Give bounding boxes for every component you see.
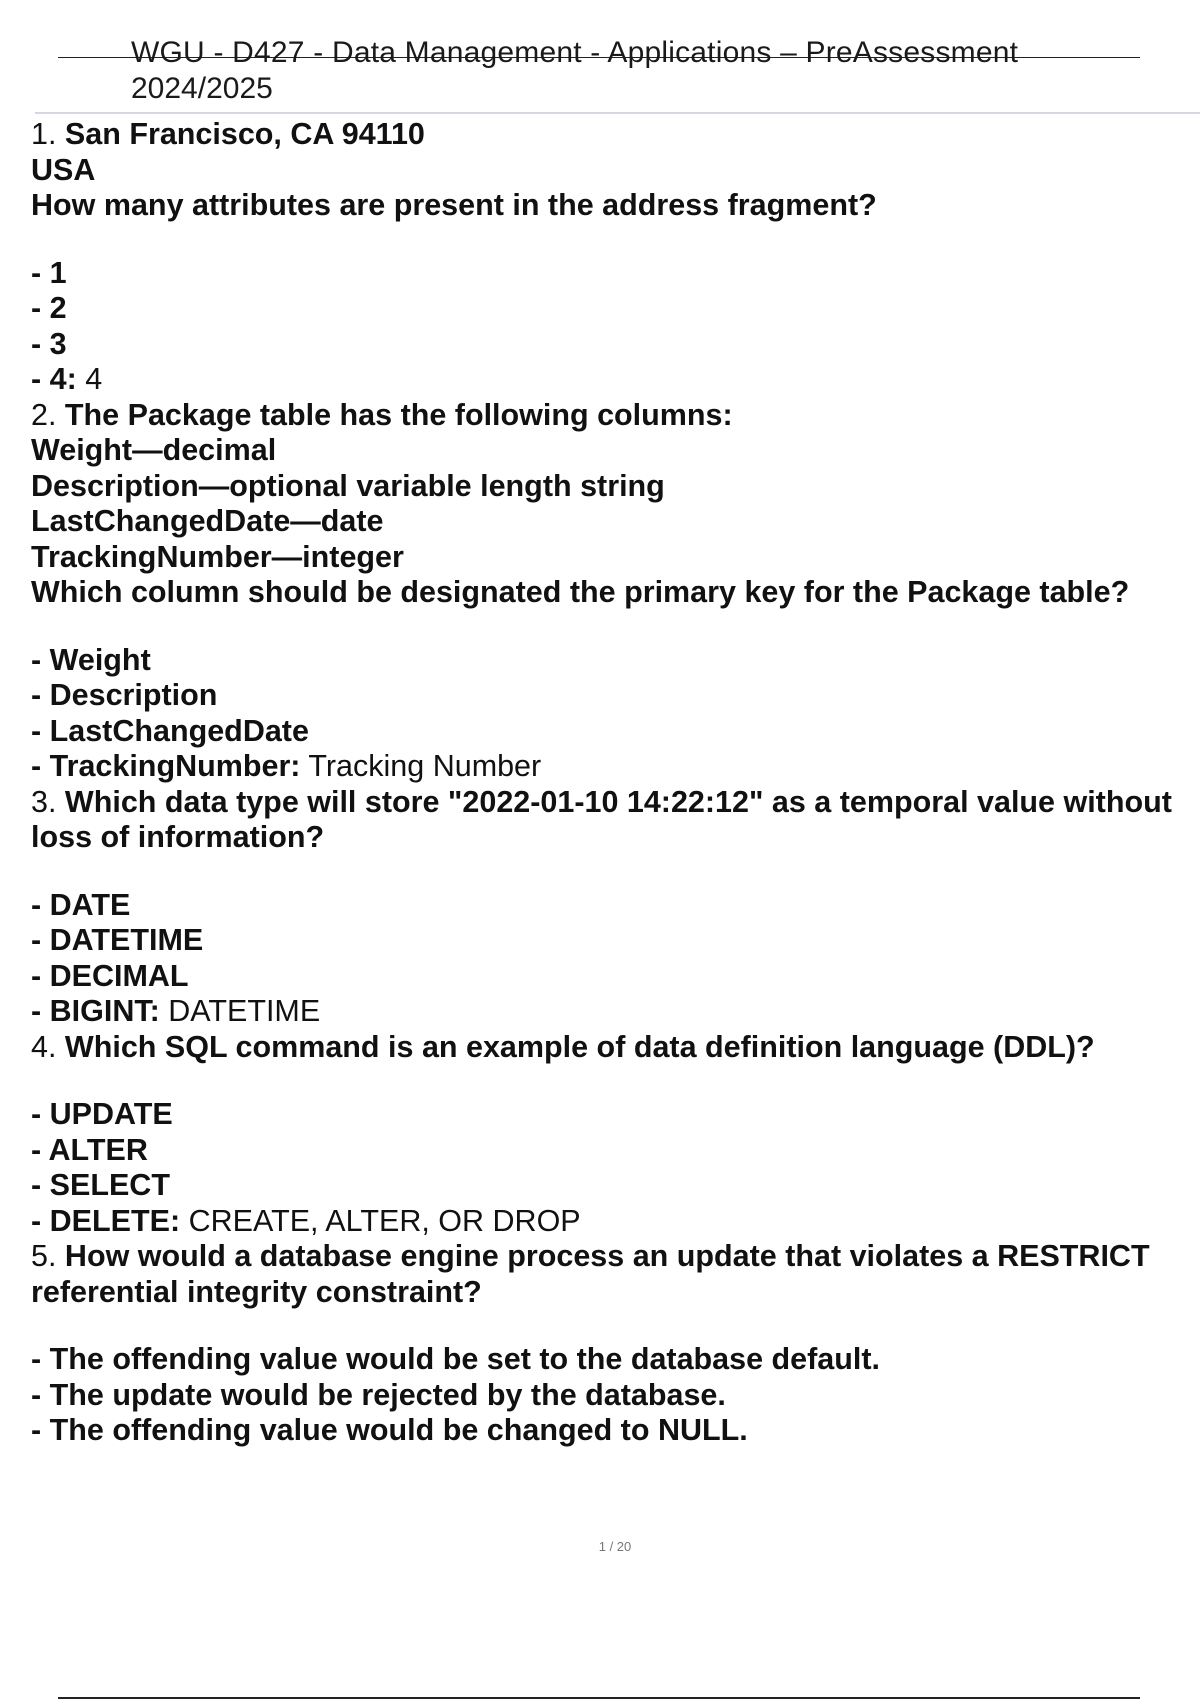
question-5 xyxy=(31,1239,1196,1449)
answer-option: - Description xyxy=(31,678,218,712)
answer-option: - 1 xyxy=(31,255,67,290)
header-divider xyxy=(35,112,1200,114)
question-text-line: How would a database engine process an update that violates a RESTRICT referential integrity constraint? xyxy=(31,1239,1150,1309)
question-text-line: Which column should be designated the primary key for the Package table? xyxy=(31,575,1130,609)
answer-option: - The update would be rejected by the database. xyxy=(31,1377,726,1412)
answer-option: - DECIMAL xyxy=(31,958,189,993)
question-text-line: San Francisco, CA 94110 xyxy=(64,117,425,151)
correct-answer: Tracking Number xyxy=(308,749,542,783)
answer-option: - LastChangedDate xyxy=(31,713,309,748)
answer-option: - BIGINT: xyxy=(31,994,160,1028)
question-number: 2. xyxy=(31,397,57,432)
answer-option: - UPDATE xyxy=(31,1097,173,1131)
question-2 xyxy=(31,398,1196,785)
question-number: 3. xyxy=(31,784,57,819)
answer-option: - 3 xyxy=(31,326,67,361)
question-text-line: How many attributes are present in the address fragment? xyxy=(31,188,877,222)
answer-option: - DELETE: xyxy=(31,1203,181,1238)
answer-option: - 2 xyxy=(31,291,67,325)
correct-answer: 4 xyxy=(85,362,103,396)
question-text-line: Description—optional variable length string xyxy=(31,468,665,503)
question-3 xyxy=(31,785,1196,1030)
question-text-line: USA xyxy=(31,152,96,187)
correct-answer: DATETIME xyxy=(168,994,321,1028)
answer-option: - TrackingNumber: xyxy=(31,749,301,783)
question-number: 5. xyxy=(31,1239,57,1273)
question-number: 4. xyxy=(31,1029,57,1064)
answer-option: - The offending value would be set to the database default. xyxy=(31,1342,880,1376)
correct-answer: CREATE, ALTER, OR DROP xyxy=(188,1203,581,1238)
answer-option: - DATE xyxy=(31,887,131,922)
answer-option: - DATETIME xyxy=(31,923,204,957)
question-1 xyxy=(31,117,1196,398)
answer-option: - Weight xyxy=(31,642,151,677)
answer-option: - SELECT xyxy=(31,1168,170,1202)
question-number: 1. xyxy=(31,117,57,151)
question-4 xyxy=(31,1030,1196,1240)
answer-option: - ALTER xyxy=(31,1132,148,1167)
question-text-line: LastChangedDate—date xyxy=(31,504,384,538)
question-list xyxy=(31,117,1196,1449)
question-text-line: TrackingNumber—integer xyxy=(31,539,404,574)
document-title: WGU - D427 - Data Management - Applications – PreAssessment xyxy=(131,36,1019,69)
question-text-line: The Package table has the following columns: xyxy=(64,397,733,432)
footer-rule xyxy=(58,1697,1140,1699)
document-year: 2024/2025 xyxy=(131,72,273,105)
question-text-line: Which data type will store "2022-01-10 14:22:12" as a temporal value without loss of information? xyxy=(31,784,1172,854)
question-text-line: Weight—decimal xyxy=(31,433,277,467)
question-text-line: Which SQL command is an example of data definition language (DDL)? xyxy=(64,1029,1095,1064)
answer-option: - The offending value would be changed to NULL. xyxy=(31,1413,748,1447)
answer-option: - 4: xyxy=(31,362,77,396)
page-number: 1 / 20 xyxy=(598,1539,632,1554)
